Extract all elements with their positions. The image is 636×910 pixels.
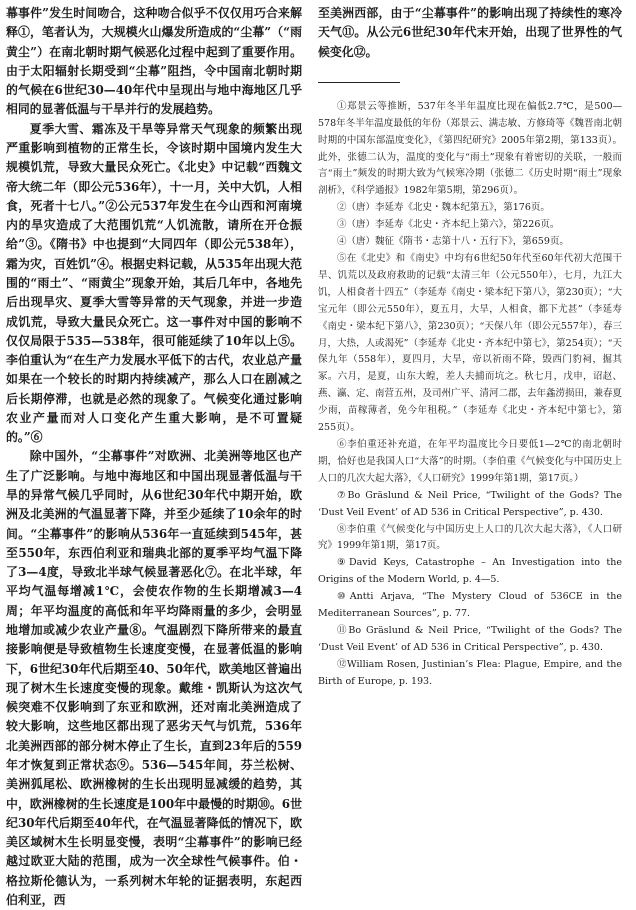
body-paragraph: 幕事件”发生时间吻合，这种吻合似乎不仅仅用巧合来解释①，笔者认为，大规模火山爆发所造成的“尘幕”（“雨黄尘”）在南北朝时期气候恶化过程中起到了重要作用。由于太阳辐射长期受到“尘幕”阻挡，令中国南北朝时期的气候在6世纪30—40年代中呈现出与地中海地区几乎相同的显著低温与干旱并行的发展趋势。: [6, 6, 302, 117]
footnote-9: ⑨David Keys, Catastrophe – An Investigation into the Origins of the Modern World, p. 4—5.: [318, 557, 622, 586]
footnote-5: ⑤在《北史》和《南史》中均有6世纪50年代至60年代初大范围干旱、饥荒以及政府救助的记载“太清三年（公元550年），七月，九江大饥，人相食者十四五”（李延寿《南史・梁本纪下第八》，第230页）；“大宝元年（即公元550年），夏五月，大旱，人相食，都下尤甚”（李延寿《南史・梁本纪下第八》，第230页）；“天保八年（即公元557年），春三月，大热，人或渴死”（李延寿《北史・齐本纪中第七》，第254页）；“天保九年（558年），夏四月，大旱，帝以祈雨不降，毁西门豹祠，掘其冢。六月，是夏，山东大蝗，差人夫捕而坑之。秋七月，戊申，诏赵、燕、瀛、定、南营五州，及司州广平、清河二郡，去年螽涝损田，兼春夏少雨，苗稼薄者，免今年租税。”（李延寿《北史・齐本纪中第七》，第255页）。: [318, 253, 623, 434]
footnote-7: ⑦Bo Gräslund & Neil Price, “Twilight of the Gods? The ‘Dust Veil Event’ of AD 536 in Critical Perspective”, p. 430.: [318, 489, 622, 518]
footnote-11: ⑪Bo Gräslund & Neil Price, “Twilight of the Gods? The ‘Dust Veil Event’ of AD 536 in Critical Perspective”, p. 430.: [318, 624, 622, 653]
body-paragraph: 至美洲西部，由于“尘幕事件”的影响出现了持续性的寒冷天气⑪。从公元6世纪30年代末开始，出现了世界性的气候变化⑫。: [318, 6, 622, 59]
footnote-2: ②（唐）李延寿《北史・魏本纪第五》，第176页。: [337, 202, 550, 214]
footnote-8: ⑧李伯重《气候变化与中国历史上人口的几次大起大落》，《人口研究》1999年第1期，第17页。: [318, 523, 622, 552]
footnote-4: ④（唐）魏征《隋书・志第十八・五行下》，第659页。: [337, 236, 569, 248]
footnote-1: ①郑景云等推断，537年冬半年温度比现在偏低2.7℃，是500—578年冬半年温度最低的年份（郑景云、满志敏、方修琦等《魏晋南北朝时期的中国东部温度变化》，《第四纪研究》2005年第2期，第133页）。此外，张德二认为，温度的变化与“雨土”现象有着密切的关联，一般而言“雨土”频发的时期大致为气候寒冷期（张德二《历史时期“雨土”现象剖析》，《科学通报》1982年第5期，第296页）。: [318, 100, 622, 197]
footnote-separator: [318, 82, 400, 83]
left-column: [6, 4, 302, 910]
footnote-10: ⑩Antti Arjava, “The Mystery Cloud of 536CE in the Mediterranean Sources”, p. 77.: [318, 591, 622, 620]
body-paragraph: 夏季大雪、霜冻及干旱等异常天气现象的频繁出现严重影响到植物的正常生长，令该时期中国境内发生大规模饥荒，导致大量民众死亡。《北史》中记载“西魏文帝大统二年（即公元536年），十一月，关中大饥，人相食，死者十七八。”②公元537年发生在今山西和河南境内的旱灾造成了大范围饥荒“人饥流散，请所在开仓振给”③。《隋书》中也提到“大同四年（即公元538年），霜为灾，百姓饥”④。根据史料记载，从535年出现大范围的“雨土”、“雨黄尘”现象开始，其后几年中，各地先后出现旱灾、夏季大雪等异常的天气现象，并进一步造成饥荒，导致大量民众死亡。这一事件对中国的影响不仅仅局限于535—538年，很可能延续了10年以上⑤。李伯重认为“在生产力发展水平低下的古代，农业总产量如果在一个较长的时期内持续减产，那么人口在剧减之后长期停滞，也就是必然的现象了。气候变化通过影响农业产量而对人口变化产生重大影响，是不可置疑的。”⑥: [6, 121, 302, 445]
right-column: [318, 4, 622, 691]
footnote-6: ⑥李伯重还补充道，在年平均温度比今日要低1—2℃的南北朝时期，恰好也是我国人口“大落”的时期。（李伯重《气候变化与中国历史上人口的几次大起大落》，《人口研究》1999年第1期，第17页。）: [318, 438, 622, 484]
body-paragraph: 除中国外，“尘幕事件”对欧洲、北美洲等地区也产生了广泛影响。与地中海地区和中国出现显著低温与干旱的异常气候几乎同时，从6世纪30年代中期开始，欧洲及北美洲的气温显著下降，并至少延续了10余年的时间。“尘幕事件”的影响从536年一直延续到545年，甚至550年，东西伯利亚和瑞典北部的夏季平均气温下降了3—4度，导致北半球气候显著恶化⑦。在北半球，年平均气温每增减1℃，会使农作物的生长期增减3—4周；年平均温度的高低和年平均降雨量的多少，会明显地增加或减少农业产量⑧。气温剧烈下降所带来的最直接影响便是导致植物生长速度变慢，在显著低温的影响下，6世纪30年代后期至40、50年代，欧美地区普遍出现了树木生长速度变慢的现象。戴维・凯斯认为这次气候突难不仅影响到了东亚和欧洲，还对南北美洲造成了较大影响，这些地区都出现了恶劣天气与饥荒，536年北美洲西部的部分树木停止了生长，直到23年后的559年才恢复到正常状态⑨。536—545年间，芬兰松树、美洲狐尾松、欧洲橡树的生长出现明显减缓的趋势，其中，欧洲橡树的生长速度是100年中最慢的时期⑩。6世纪30年代后期至40年代，在气温显著降低的情况下，欧美区域树木生长明显变慢，表明“尘幕事件”的影响已经越过欧亚大陆的范围，成为一次全球性气候事件。伯・格拉斯伦德认为，一系列树木年轮的证据表明，东起西伯利亚，西: [6, 449, 302, 907]
footnote-3: ③（唐）李延寿《北史・齐本纪上第六》，第226页。: [337, 219, 560, 231]
footnote-12: ⑫William Rosen, Justinian’s Flea: Plague, Empire, and the Birth of Europe, p. 193.: [318, 658, 622, 687]
